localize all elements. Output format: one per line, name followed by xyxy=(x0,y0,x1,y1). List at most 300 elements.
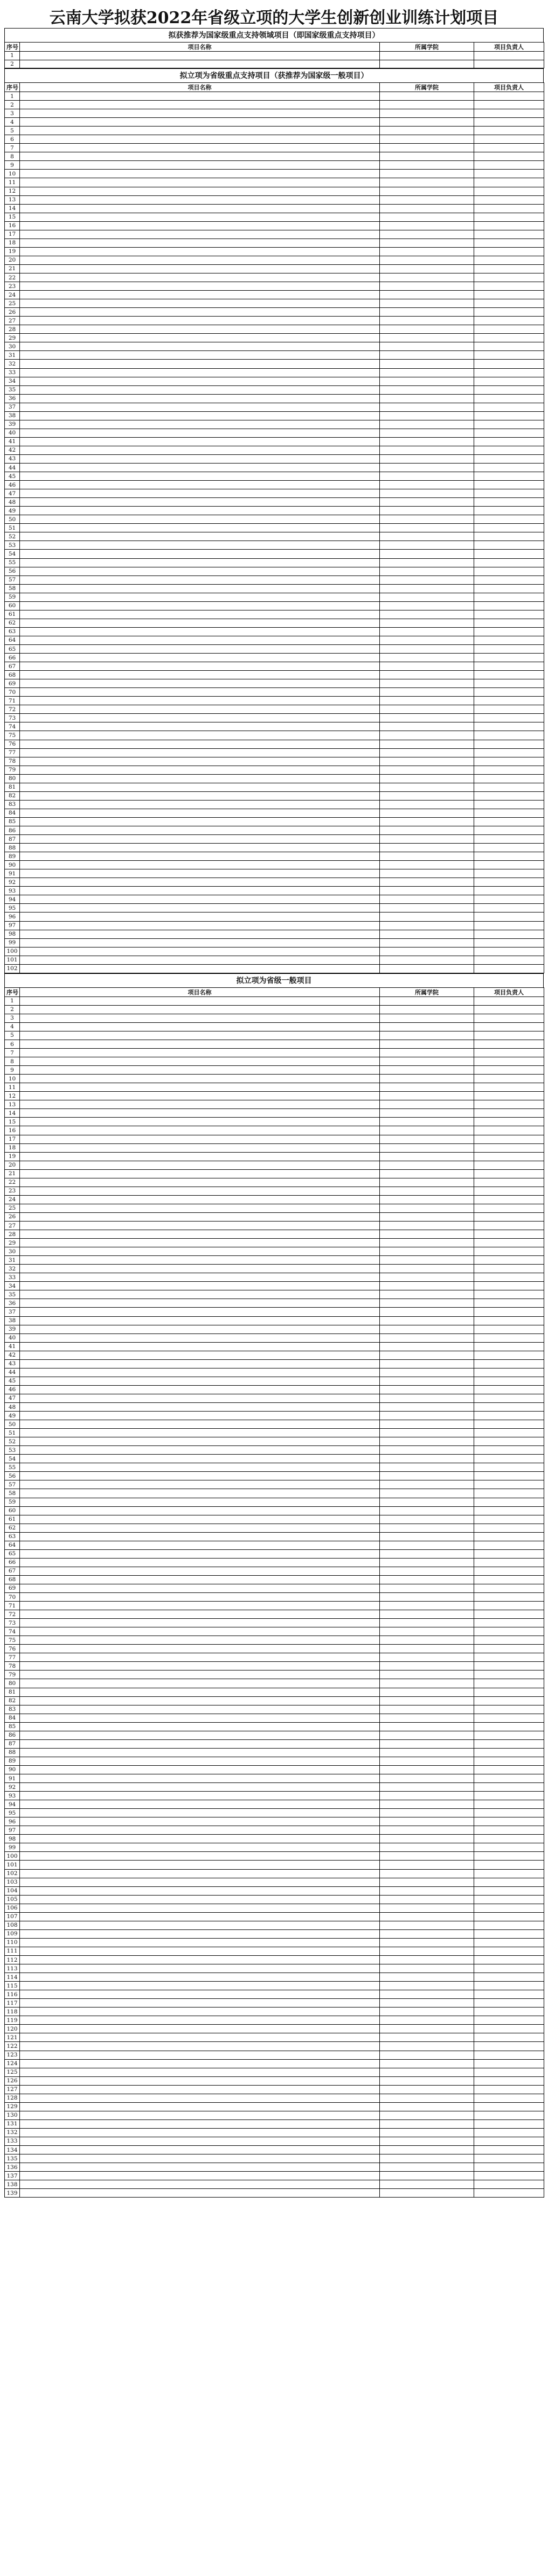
row-number-cell: 64 xyxy=(5,1541,20,1549)
leader-cell xyxy=(474,1040,544,1049)
row-number-cell: 27 xyxy=(5,317,20,325)
table-row xyxy=(5,1662,544,1670)
table-row xyxy=(5,1161,544,1169)
college-cell xyxy=(380,740,474,748)
row-number-cell: 60 xyxy=(5,601,20,610)
project-name-cell xyxy=(20,1800,380,1809)
leader-cell xyxy=(474,1325,544,1333)
college-cell xyxy=(380,705,474,714)
table-row xyxy=(5,1022,544,1031)
college-cell xyxy=(380,204,474,213)
college-cell xyxy=(380,766,474,774)
table-row xyxy=(5,446,544,454)
leader-cell xyxy=(474,1852,544,1861)
row-number-cell: 20 xyxy=(5,256,20,264)
leader-cell xyxy=(474,1385,544,1394)
college-cell xyxy=(380,178,474,187)
table-row xyxy=(5,913,544,921)
row-number-cell: 111 xyxy=(5,1947,20,1955)
row-number-cell: 101 xyxy=(5,956,20,964)
table-row xyxy=(5,507,544,515)
leader-cell xyxy=(474,697,544,705)
leader-cell xyxy=(474,1938,544,1947)
leader-cell xyxy=(474,1921,544,1929)
project-name-cell xyxy=(20,144,380,152)
table-row xyxy=(5,1031,544,1040)
project-name-cell xyxy=(20,317,380,325)
table-row xyxy=(5,2180,544,2189)
leader-cell xyxy=(474,127,544,135)
row-number-cell: 51 xyxy=(5,524,20,532)
project-name-cell xyxy=(20,1955,380,1964)
table-row xyxy=(5,1402,544,1411)
leader-cell xyxy=(474,213,544,221)
project-name-cell xyxy=(20,1230,380,1239)
leader-cell xyxy=(474,1135,544,1143)
row-number-cell: 76 xyxy=(5,740,20,748)
row-number-cell: 40 xyxy=(5,1333,20,1342)
college-cell xyxy=(380,2025,474,2033)
row-number-cell: 97 xyxy=(5,1826,20,1835)
table-row xyxy=(5,610,544,619)
table-row xyxy=(5,809,544,817)
row-number-cell: 58 xyxy=(5,1489,20,1498)
row-number-cell: 118 xyxy=(5,2008,20,2016)
table-row xyxy=(5,118,544,127)
project-name-cell xyxy=(20,930,380,938)
project-name-cell xyxy=(20,835,380,844)
table-row xyxy=(5,1135,544,1143)
table-row xyxy=(5,774,544,783)
college-cell xyxy=(380,2163,474,2172)
project-name-cell xyxy=(20,1135,380,1143)
project-name-cell xyxy=(20,264,380,273)
leader-cell xyxy=(474,325,544,334)
table-row xyxy=(5,351,544,360)
table-row xyxy=(5,1222,544,1230)
row-number-cell: 129 xyxy=(5,2102,20,2111)
row-number-cell: 93 xyxy=(5,1792,20,1800)
table-row xyxy=(5,92,544,101)
leader-cell xyxy=(474,1152,544,1161)
college-cell xyxy=(380,887,474,895)
project-name-cell xyxy=(20,1688,380,1696)
project-name-cell xyxy=(20,869,380,878)
table-row xyxy=(5,1446,544,1455)
college-cell xyxy=(380,394,474,403)
table-row xyxy=(5,52,544,60)
college-cell xyxy=(380,817,474,826)
leader-cell xyxy=(474,705,544,714)
leader-cell xyxy=(474,351,544,360)
row-number-cell: 14 xyxy=(5,204,20,213)
leader-cell xyxy=(474,247,544,256)
project-name-cell xyxy=(20,1774,380,1783)
college-cell xyxy=(380,1835,474,1843)
college-cell xyxy=(380,1662,474,1670)
project-name-cell xyxy=(20,152,380,161)
project-name-cell xyxy=(20,1739,380,1748)
table-row xyxy=(5,1783,544,1792)
table-row xyxy=(5,394,544,403)
college-cell xyxy=(380,1549,474,1558)
row-number-cell: 24 xyxy=(5,1195,20,1204)
college-cell xyxy=(380,783,474,791)
project-name-cell xyxy=(20,1333,380,1342)
college-cell xyxy=(380,1420,474,1429)
project-name-cell xyxy=(20,913,380,921)
row-number-cell: 8 xyxy=(5,1057,20,1066)
project-name-cell xyxy=(20,351,380,360)
leader-cell xyxy=(474,187,544,195)
project-table xyxy=(4,987,544,2198)
leader-cell xyxy=(474,1463,544,1472)
row-number-cell: 1 xyxy=(5,996,20,1005)
college-cell xyxy=(380,1092,474,1100)
row-number-cell: 44 xyxy=(5,1368,20,1377)
table-row xyxy=(5,1792,544,1800)
leader-cell xyxy=(474,1420,544,1429)
row-number-cell: 8 xyxy=(5,152,20,161)
table-row xyxy=(5,1014,544,1022)
table-row xyxy=(5,1143,544,1152)
row-number-cell: 7 xyxy=(5,1049,20,1057)
project-name-cell xyxy=(20,1532,380,1541)
table-row xyxy=(5,869,544,878)
leader-cell xyxy=(474,1118,544,1126)
project-name-cell xyxy=(20,1420,380,1429)
leader-cell xyxy=(474,1187,544,1195)
leader-cell xyxy=(474,817,544,826)
project-name-cell xyxy=(20,411,380,420)
row-number-cell: 90 xyxy=(5,861,20,869)
section-heading: 拟立项为省级一般项目 xyxy=(4,973,544,987)
table-row xyxy=(5,731,544,740)
college-cell xyxy=(380,1333,474,1342)
row-number-cell: 65 xyxy=(5,1549,20,1558)
project-name-cell xyxy=(20,1982,380,1990)
project-name-cell xyxy=(20,1584,380,1592)
leader-cell xyxy=(474,437,544,446)
table-row xyxy=(5,1878,544,1886)
row-number-cell: 82 xyxy=(5,791,20,800)
row-number-cell: 84 xyxy=(5,809,20,817)
leader-cell xyxy=(474,2119,544,2128)
project-table xyxy=(4,82,544,973)
leader-cell xyxy=(474,60,544,68)
college-cell xyxy=(380,1143,474,1152)
row-number-cell: 38 xyxy=(5,1316,20,1325)
college-cell xyxy=(380,1014,474,1022)
leader-cell xyxy=(474,1316,544,1325)
project-name-cell xyxy=(20,1143,380,1152)
table-row xyxy=(5,1938,544,1947)
project-name-cell xyxy=(20,2068,380,2076)
project-name-cell xyxy=(20,1273,380,1282)
project-name-cell xyxy=(20,887,380,895)
table-row xyxy=(5,1247,544,1256)
row-number-cell: 139 xyxy=(5,2189,20,2198)
college-cell xyxy=(380,1351,474,1359)
college-cell xyxy=(380,420,474,429)
college-cell xyxy=(380,930,474,938)
college-cell xyxy=(380,127,474,135)
row-number-cell: 77 xyxy=(5,748,20,757)
table-row xyxy=(5,2076,544,2085)
project-name-cell xyxy=(20,1239,380,1247)
college-cell xyxy=(380,869,474,878)
project-name-cell xyxy=(20,800,380,809)
college-cell xyxy=(380,221,474,230)
table-row xyxy=(5,1679,544,1688)
college-cell xyxy=(380,1558,474,1567)
college-cell xyxy=(380,1256,474,1265)
row-number-cell: 32 xyxy=(5,1265,20,1273)
project-name-cell xyxy=(20,1938,380,1947)
table-row xyxy=(5,1437,544,1446)
row-number-cell: 78 xyxy=(5,1662,20,1670)
leader-cell xyxy=(474,757,544,766)
row-number-cell: 46 xyxy=(5,1385,20,1394)
college-cell xyxy=(380,2102,474,2111)
table-row xyxy=(5,2102,544,2111)
college-cell xyxy=(380,1230,474,1239)
table-row xyxy=(5,2146,544,2154)
row-number-cell: 11 xyxy=(5,1083,20,1092)
project-name-cell xyxy=(20,584,380,593)
project-name-cell xyxy=(20,1610,380,1619)
leader-cell xyxy=(474,1783,544,1792)
row-number-cell: 92 xyxy=(5,878,20,887)
row-number-cell: 40 xyxy=(5,429,20,437)
table-row xyxy=(5,2068,544,2076)
table-row xyxy=(5,921,544,930)
college-cell xyxy=(380,2146,474,2154)
college-cell xyxy=(380,996,474,1005)
leader-cell xyxy=(474,593,544,601)
leader-cell xyxy=(474,1515,544,1524)
leader-cell xyxy=(474,2163,544,2172)
row-number-cell: 70 xyxy=(5,1593,20,1602)
section-heading: 拟获推荐为国家级重点支持领域项目（即国家级重点支持项目） xyxy=(4,28,544,42)
row-number-cell: 83 xyxy=(5,1705,20,1714)
leader-cell xyxy=(474,273,544,282)
project-name-cell xyxy=(20,593,380,601)
leader-cell xyxy=(474,2008,544,2016)
row-number-cell: 75 xyxy=(5,1636,20,1645)
row-number-cell: 50 xyxy=(5,1420,20,1429)
leader-cell xyxy=(474,1169,544,1178)
project-name-cell xyxy=(20,1005,380,1014)
project-name-cell xyxy=(20,1325,380,1333)
project-name-cell xyxy=(20,403,380,411)
project-name-cell xyxy=(20,2111,380,2119)
table-row xyxy=(5,1610,544,1619)
row-number-cell: 39 xyxy=(5,420,20,429)
project-name-cell xyxy=(20,2189,380,2198)
table-row xyxy=(5,1593,544,1602)
row-number-cell: 21 xyxy=(5,1169,20,1178)
leader-cell xyxy=(474,1835,544,1843)
college-cell xyxy=(380,2180,474,2189)
table-row xyxy=(5,947,544,956)
row-number-cell: 128 xyxy=(5,2094,20,2102)
project-name-cell xyxy=(20,895,380,904)
college-cell xyxy=(380,507,474,515)
leader-cell xyxy=(474,956,544,964)
table-row xyxy=(5,2094,544,2102)
row-number-cell: 85 xyxy=(5,1722,20,1731)
project-name-cell xyxy=(20,299,380,308)
college-cell xyxy=(380,1938,474,1947)
row-number-cell: 115 xyxy=(5,1982,20,1990)
table-row xyxy=(5,697,544,705)
leader-cell xyxy=(474,1627,544,1636)
row-number-cell: 18 xyxy=(5,1143,20,1152)
college-cell xyxy=(380,1809,474,1817)
table-row xyxy=(5,1964,544,1973)
leader-cell xyxy=(474,1774,544,1783)
row-number-cell: 4 xyxy=(5,118,20,127)
row-number-cell: 12 xyxy=(5,1092,20,1100)
project-name-cell xyxy=(20,1290,380,1299)
college-cell xyxy=(380,2008,474,2016)
row-number-cell: 81 xyxy=(5,783,20,791)
project-name-cell xyxy=(20,1265,380,1273)
table-row xyxy=(5,273,544,282)
leader-cell xyxy=(474,2094,544,2102)
leader-cell xyxy=(474,1886,544,1895)
leader-cell xyxy=(474,567,544,575)
college-cell xyxy=(380,1377,474,1385)
table-row xyxy=(5,861,544,869)
college-cell xyxy=(380,1593,474,1602)
project-name-cell xyxy=(20,1212,380,1221)
row-number-cell: 96 xyxy=(5,913,20,921)
project-name-cell xyxy=(20,489,380,498)
row-number-cell: 138 xyxy=(5,2180,20,2189)
leader-cell xyxy=(474,1567,544,1575)
leader-cell xyxy=(474,92,544,101)
row-number-cell: 46 xyxy=(5,481,20,489)
table-row xyxy=(5,1204,544,1212)
table-header-row xyxy=(5,987,544,996)
leader-cell xyxy=(474,1973,544,1982)
college-cell xyxy=(380,377,474,385)
leader-cell xyxy=(474,895,544,904)
leader-cell xyxy=(474,671,544,679)
college-cell xyxy=(380,342,474,351)
project-name-cell xyxy=(20,671,380,679)
row-number-cell: 100 xyxy=(5,947,20,956)
project-name-cell xyxy=(20,575,380,584)
college-cell xyxy=(380,1817,474,1826)
leader-cell xyxy=(474,195,544,204)
table-row xyxy=(5,1066,544,1075)
leader-cell xyxy=(474,1333,544,1342)
project-name-cell xyxy=(20,2051,380,2059)
college-cell xyxy=(380,1964,474,1973)
leader-cell xyxy=(474,204,544,213)
college-cell xyxy=(380,1982,474,1990)
leader-cell xyxy=(474,1489,544,1498)
table-row xyxy=(5,766,544,774)
college-cell xyxy=(380,809,474,817)
table-row xyxy=(5,161,544,170)
column-header: 项目名称 xyxy=(20,43,380,52)
college-cell xyxy=(380,541,474,550)
row-number-cell: 89 xyxy=(5,852,20,861)
project-name-cell xyxy=(20,774,380,783)
college-cell xyxy=(380,1826,474,1835)
project-name-cell xyxy=(20,1204,380,1212)
leader-cell xyxy=(474,1351,544,1359)
college-cell xyxy=(380,1187,474,1195)
college-cell xyxy=(380,1325,474,1333)
leader-cell xyxy=(474,1696,544,1705)
row-number-cell: 30 xyxy=(5,1247,20,1256)
leader-cell xyxy=(474,1394,544,1402)
leader-cell xyxy=(474,1178,544,1187)
college-cell xyxy=(380,575,474,584)
project-name-cell xyxy=(20,1480,380,1489)
row-number-cell: 80 xyxy=(5,1679,20,1688)
college-cell xyxy=(380,1696,474,1705)
leader-cell xyxy=(474,1575,544,1584)
row-number-cell: 10 xyxy=(5,170,20,178)
row-number-cell: 119 xyxy=(5,2016,20,2025)
row-number-cell: 96 xyxy=(5,1817,20,1826)
project-name-cell xyxy=(20,567,380,575)
row-number-cell: 19 xyxy=(5,247,20,256)
row-number-cell: 78 xyxy=(5,757,20,766)
project-name-cell xyxy=(20,282,380,291)
college-cell xyxy=(380,385,474,394)
table-row xyxy=(5,420,544,429)
college-cell xyxy=(380,938,474,947)
college-cell xyxy=(380,1714,474,1722)
college-cell xyxy=(380,1506,474,1515)
row-number-cell: 72 xyxy=(5,1610,20,1619)
leader-cell xyxy=(474,2128,544,2137)
college-cell xyxy=(380,1498,474,1506)
college-cell xyxy=(380,731,474,740)
project-name-cell xyxy=(20,1878,380,1886)
row-number-cell: 21 xyxy=(5,264,20,273)
row-number-cell: 11 xyxy=(5,178,20,187)
row-number-cell: 130 xyxy=(5,2111,20,2119)
project-name-cell xyxy=(20,619,380,627)
leader-cell xyxy=(474,368,544,377)
leader-cell xyxy=(474,429,544,437)
row-number-cell: 37 xyxy=(5,1308,20,1316)
project-name-cell xyxy=(20,601,380,610)
row-number-cell: 18 xyxy=(5,238,20,247)
row-number-cell: 36 xyxy=(5,1299,20,1308)
project-name-cell xyxy=(20,1256,380,1265)
project-name-cell xyxy=(20,791,380,800)
college-cell xyxy=(380,2154,474,2163)
row-number-cell: 2 xyxy=(5,1005,20,1014)
college-cell xyxy=(380,144,474,152)
table-row xyxy=(5,722,544,731)
table-row xyxy=(5,437,544,446)
project-name-cell xyxy=(20,1696,380,1705)
row-number-cell: 37 xyxy=(5,403,20,411)
row-number-cell: 45 xyxy=(5,1377,20,1385)
leader-cell xyxy=(474,360,544,368)
college-cell xyxy=(380,334,474,342)
